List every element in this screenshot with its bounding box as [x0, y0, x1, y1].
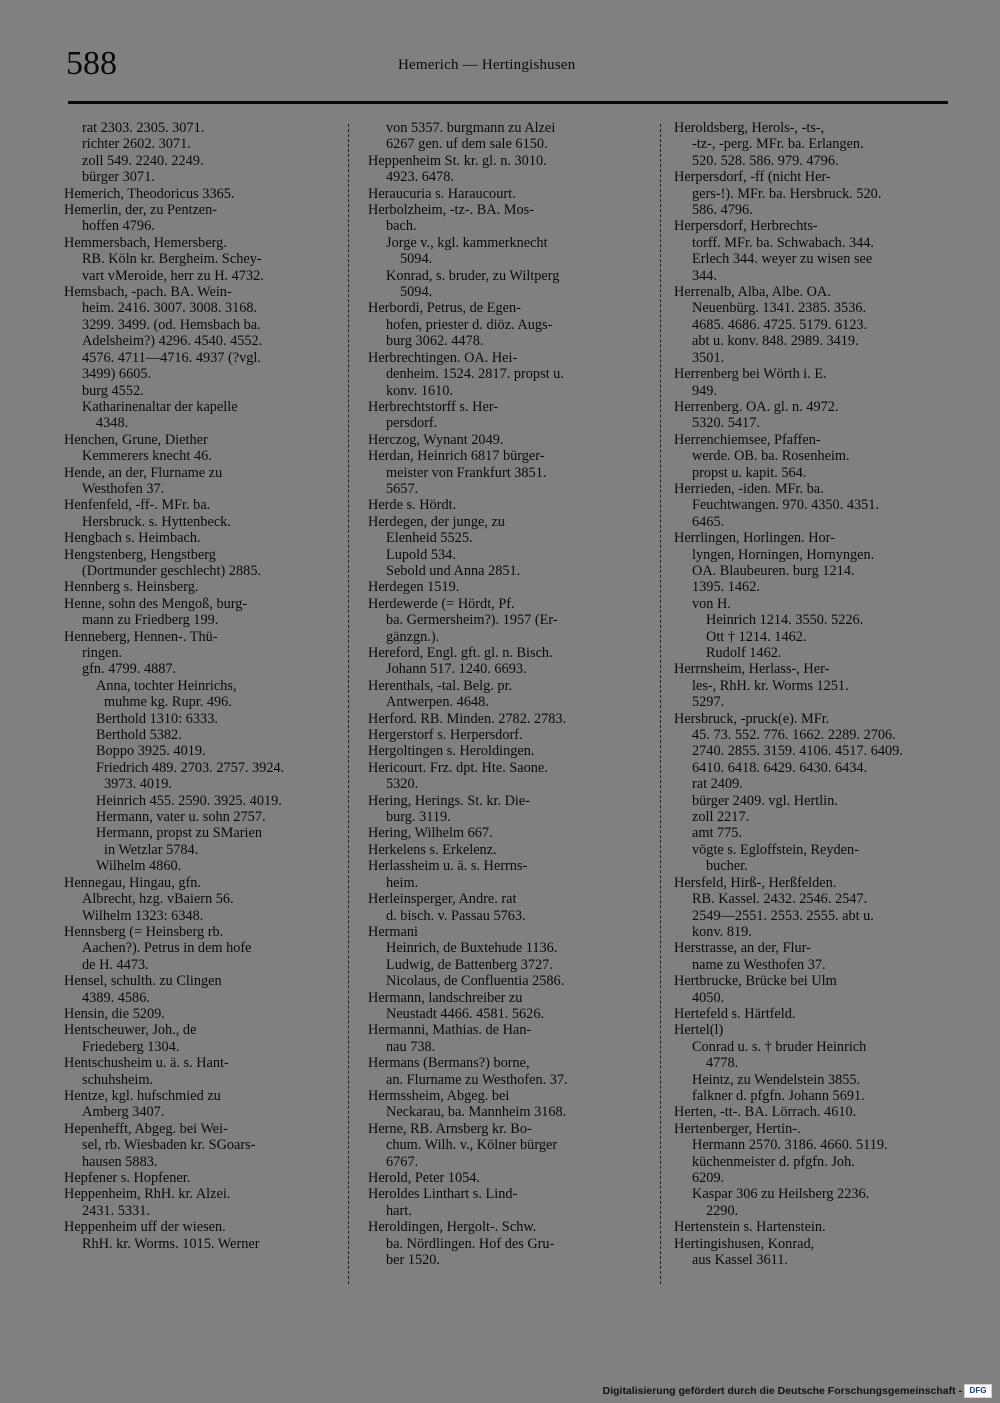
index-entry-subline: muhme kg. Rupr. 496. [104, 694, 232, 711]
index-entry-headword-line: Heraucuria s. Haraucourt. [368, 185, 516, 202]
index-entry-subline: Johann 517. 1240. 6693. [386, 661, 527, 678]
index-entry-headword-line: Hemmersbach, Hemersberg. [64, 234, 227, 251]
index-entry-subline: OA. Blaubeuren. burg 1214. [692, 562, 855, 579]
index-entry-subline: 4685. 4686. 4725. 5179. 6123. [692, 316, 868, 333]
index-entry-subline: Anna, tochter Heinrichs, [96, 677, 237, 694]
index-entry-headword-line: Heroldes Linthart s. Lind- [368, 1186, 518, 1203]
header-rule [68, 101, 948, 104]
index-entry-headword-line: Hertingishusen, Konrad, [674, 1235, 815, 1252]
index-entry-headword-line: Herbordi, Petrus, de Egen- [368, 300, 521, 317]
index-entry-headword-line: Hemerich, Theodoricus 3365. [64, 185, 235, 202]
index-entry-headword-line: Herczog, Wynant 2049. [368, 431, 504, 448]
index-entry-headword-line: Hertel(l) [674, 1022, 724, 1039]
index-entry-subline: 344. [692, 267, 718, 284]
index-entry-subline: Hermann, vater u. sohn 2757. [96, 809, 266, 826]
page-number: 588 [66, 45, 117, 82]
index-entry-headword-line: Herrlingen, Horlingen. Hor- [674, 530, 835, 547]
index-entry-subline: 949. [692, 382, 718, 399]
index-entry-subline: name zu Westhofen 37. [692, 956, 826, 973]
index-entry-headword-line: Hericourt. Frz. dpt. Hte. Saone. [368, 759, 548, 776]
index-entry-subline: Jorge v., kgl. kammerknecht [386, 234, 548, 251]
index-entry-headword-line: Heroldsberg, Herols-, -ts-, [674, 120, 825, 136]
index-entry-headword-line: Heppenheim, RhH. kr. Alzei. [64, 1186, 231, 1203]
index-entry-subline: Konrad, s. bruder, zu Wiltperg [386, 267, 560, 284]
index-entry-headword-line: Hersfeld, Hirß-, Herßfelden. [674, 874, 837, 891]
index-entry-subline: 6267 gen. uf dem sale 6150. [386, 136, 548, 153]
index-entry-subline: Wilhelm 4860. [96, 858, 182, 875]
index-entry-headword-line: Herde s. Hördt. [368, 497, 457, 514]
index-entry-headword-line: Herrenchiemsee, Pfaffen- [674, 431, 821, 448]
index-entry-headword-line: Hengstenberg, Hengstberg [64, 546, 216, 563]
index-entry-subline: Aachen?). Petrus in dem hofe [82, 940, 252, 957]
index-entry-subline: Lupold 534. [386, 546, 456, 563]
index-entry-subline: 520. 528. 586. 979. 4796. [692, 152, 839, 169]
index-entry-subline: gfn. 4799. 4887. [82, 661, 177, 678]
index-entry-headword-line: Herold, Peter 1054. [368, 1170, 480, 1186]
index-entry-headword-line: Herten, -tt-. BA. Lörrach. 4610. [674, 1104, 857, 1121]
index-entry-subline: 6410. 6418. 6429. 6430. 6434. [692, 759, 868, 776]
index-entry-headword-line: Hemerlin, der, zu Pentzen- [64, 202, 218, 219]
index-entry-subline: rat 2409. [692, 776, 743, 793]
index-entry-subline: denheim. 1524. 2817. propst u. [386, 366, 564, 383]
index-entry-subline: richter 2602. 3071. [82, 136, 191, 153]
index-entry-headword-line: Hersbruck, -pruck(e). MFr. [674, 710, 830, 727]
index-entry-headword-line: Hensel, schulth. zu Clingen [64, 973, 222, 990]
index-entry-headword-line: Herrenberg bei Wörth i. E. [674, 366, 827, 383]
index-entry-subline: meister von Frankfurt 3851. [386, 464, 547, 481]
index-entry-subline: hausen 5883. [82, 1153, 158, 1170]
index-entry-subline: 3299. 3499. (od. Hemsbach ba. [82, 316, 261, 333]
index-entry-subline: hoffen 4796. [82, 218, 155, 235]
index-entry-subline: Berthold 1310: 6333. [96, 710, 218, 727]
index-entry-subline: bucher. [706, 858, 748, 875]
index-entry-subline: abt u. konv. 848. 2989. 3419. [692, 333, 859, 350]
index-entry-subline: 4576. 4711—4716. 4937 (?vgl. [82, 349, 261, 366]
index-entry-headword-line: Hennberg s. Heinsberg. [64, 579, 199, 596]
index-entry-subline: 2549—2551. 2553. 2555. abt u. [692, 907, 874, 924]
index-entry-subline: ba. Germersheim?). 1957 (Er- [386, 612, 558, 629]
index-entry-subline: Ott † 1214. 1462. [706, 628, 807, 645]
index-entry-subline: 4050. [692, 989, 725, 1006]
index-entry-subline: Adelsheim?) 4296. 4540. 4552. [82, 333, 263, 350]
index-entry-subline: propst u. kapit. 564. [692, 464, 807, 481]
index-entry-subline: burg 4552. [82, 382, 144, 399]
index-entry-subline: gers-!). MFr. ba. Hersbruck. 520. [692, 185, 882, 202]
index-entry-subline: 3973. 4019. [104, 776, 172, 793]
index-entry-subline: gänzgn.). [386, 628, 440, 645]
index-entry-headword-line: Herrenalb, Alba, Albe. OA. [674, 284, 831, 301]
index-entry-subline: zoll 2217. [692, 809, 750, 826]
index-entry-subline: schuhsheim. [82, 1071, 154, 1088]
index-entry-headword-line: Hermanni, Mathias. de Han- [368, 1022, 532, 1039]
index-entry-headword-line: Hengbach s. Heimbach. [64, 530, 201, 547]
index-entry-subline: 5320. [386, 776, 419, 793]
index-entry-subline: Neckarau, ba. Mannheim 3168. [386, 1104, 567, 1121]
index-entry-subline: d. bisch. v. Passau 5763. [386, 907, 526, 924]
index-entry-subline: 6767. [386, 1153, 419, 1170]
column-divider-2 [660, 124, 661, 1284]
index-entry-headword-line: Hende, an der, Flurname zu [64, 464, 223, 481]
index-entry-subline: Kaspar 306 zu Heilsberg 2236. [692, 1186, 870, 1203]
index-entry-subline: 5657. [386, 480, 419, 497]
index-entry-subline: mann zu Friedberg 199. [82, 612, 219, 629]
index-entry-headword-line: Hertenberger, Hertin-. [674, 1120, 801, 1137]
index-entry-subline: zoll 549. 2240. 2249. [82, 152, 204, 169]
index-entry-headword-line: Hering, Wilhelm 667. [368, 825, 493, 842]
index-entry-headword-line: Hepfener s. Hopfener. [64, 1170, 191, 1186]
index-entry-subline: ba. Nördlingen. Hof des Gru- [386, 1235, 555, 1252]
running-head: Hemerich — Hertingishusen [398, 57, 576, 73]
index-entry-headword-line: Hering, Herings. St. kr. Die- [368, 792, 531, 809]
dfg-logo: DFG [964, 1384, 992, 1398]
index-entry-headword-line: Herbolzheim, -tz-. BA. Mos- [368, 202, 534, 219]
index-entry-headword-line: Herdegen, der junge, zu [368, 513, 505, 530]
index-entry-subline: heim. [386, 874, 419, 891]
index-entry-subline: hofen, priester d. diöz. Augs- [386, 316, 553, 333]
index-entry-subline: les-, RhH. kr. Worms 1251. [692, 677, 849, 694]
column-divider-1 [348, 124, 349, 1284]
index-entry-subline: Friedeberg 1304. [82, 1038, 180, 1055]
index-entry-subline: chum. Wilh. v., Kölner bürger [386, 1137, 558, 1154]
index-entry-subline: 2740. 2855. 3159. 4106. 4517. 6409. [692, 743, 903, 760]
index-entry-subline: Berthold 5382. [96, 727, 182, 744]
index-entry-headword-line: Henneberg, Hennen-. Thü- [64, 628, 218, 645]
index-entry-subline: torff. MFr. ba. Schwabach. 344. [692, 234, 874, 251]
index-entry-subline: 5094. [400, 284, 433, 301]
index-entry-subline: falkner d. pfgfn. Johann 5691. [692, 1087, 865, 1104]
index-entry-subline: Katharinenaltar der kapelle [82, 398, 238, 415]
index-entry-headword-line: Hennsberg (= Heinsberg rb. [64, 923, 224, 940]
index-entry-subline: ber 1520. [386, 1252, 440, 1269]
index-entry-subline: 4778. [706, 1055, 739, 1072]
index-entry-headword-line: Hentze, kgl. hufschmied zu [64, 1087, 221, 1104]
index-entry-subline: Neustadt 4466. 4581. 5626. [386, 1005, 545, 1022]
index-entry-subline: an. Flurname zu Westhofen. 37. [386, 1071, 568, 1088]
index-entry-subline: Boppo 3925. 4019. [96, 743, 206, 760]
index-entry-headword-line: Hergoltingen s. Heroldingen. [368, 743, 535, 760]
index-entry-subline: 5320. 5417. [692, 415, 760, 432]
index-entry-headword-line: Herrieden, -iden. MFr. ba. [674, 480, 824, 497]
index-entry-headword-line: Hentscheuwer, Joh., de [64, 1022, 197, 1039]
index-entry-subline: RB. Köln kr. Bergheim. Schey- [82, 251, 262, 268]
index-entry-headword-line: Hemsbach, -pach. BA. Wein- [64, 284, 232, 301]
index-entry-subline: burg 3062. 4478. [386, 333, 484, 350]
index-entry-subline: de H. 4473. [82, 956, 149, 973]
index-entry-subline: Heinrich, de Buxtehude 1136. [386, 940, 558, 957]
index-entry-subline: 4348. [96, 415, 129, 432]
index-entry-subline: 3499) 6605. [82, 366, 152, 383]
index-entry-headword-line: Hermann, landschreiber zu [368, 989, 523, 1006]
index-entry-headword-line: Herenthals, -tal. Belg. pr. [368, 677, 513, 694]
index-entry-headword-line: Hertenstein s. Hartenstein. [674, 1219, 826, 1236]
index-entry-subline: konv. 819. [692, 923, 752, 940]
index-entry-subline: Hermann 2570. 3186. 4660. 5119. [692, 1137, 888, 1154]
index-entry-subline: 586. 4796. [692, 202, 753, 219]
index-entry-subline: hart. [386, 1202, 412, 1219]
index-entry-subline: Hersbruck. s. Hyttenbeck. [82, 513, 231, 530]
index-entry-subline: 5297. [692, 694, 725, 711]
index-entry-subline: von H. [692, 595, 731, 612]
index-entry-headword-line: Hermssheim, Abgeg. bei [368, 1087, 510, 1104]
index-entry-headword-line: Herne, RB. Arnsberg kr. Bo- [368, 1120, 532, 1137]
index-entry-subline: 5094. [400, 251, 433, 268]
index-entry-subline: Friedrich 489. 2703. 2757. 3924. [96, 759, 285, 776]
index-entry-headword-line: Hertbrucke, Brücke bei Ulm [674, 973, 837, 990]
index-entry-headword-line: Hermani [368, 923, 419, 940]
index-entry-headword-line: Herdewerde (= Hördt, Pf. [368, 595, 515, 612]
index-entry-subline: Kemmerers knecht 46. [82, 448, 212, 465]
index-entry-headword-line: Henne, sohn des Mengoß, burg- [64, 595, 248, 612]
index-entry-headword-line: Hentschusheim u. ä. s. Hant- [64, 1055, 229, 1072]
column-1 [64, 120, 334, 1252]
index-entry-headword-line: Henchen, Grune, Diether [64, 431, 208, 448]
index-entry-headword-line: Herleinsperger, Andre. rat [368, 891, 517, 908]
index-entry-subline: ringen. [82, 645, 123, 661]
index-entry-subline: Wilhelm 1323: 6348. [82, 907, 204, 924]
column-3 [674, 120, 954, 1268]
index-entry-subline: Albrecht, hzg. vBaiern 56. [82, 891, 234, 908]
index-entry-subline: Feuchtwangen. 970. 4350. 4351. [692, 497, 880, 514]
index-entry-subline: Erlech 344. weyer zu wisen see [692, 251, 873, 268]
index-entry-headword-line: Herdan, Heinrich 6817 bürger- [368, 448, 545, 465]
index-entry-headword-line: Heroldingen, Hergolt-. Schw. [368, 1219, 537, 1236]
index-entry-subline: aus Kassel 3611. [692, 1252, 788, 1269]
index-entry-subline: Elenheid 5525. [386, 530, 473, 547]
index-entry-subline: Sebold und Anna 2851. [386, 562, 521, 579]
index-entry-subline: 2290. [706, 1202, 739, 1219]
index-entry-subline: RhH. kr. Worms. 1015. Werner [82, 1235, 260, 1252]
index-entry-subline: Amberg 3407. [82, 1104, 165, 1121]
index-entry-headword-line: Hertefeld s. Härtfeld. [674, 1005, 796, 1022]
index-entry-subline: Antwerpen. 4648. [386, 694, 489, 711]
index-entry-subline: (Dortmunder geschlecht) 2885. [82, 562, 262, 579]
index-entry-headword-line: Herford. RB. Minden. 2782. 2783. [368, 710, 567, 727]
index-entry-headword-line: Herrnsheim, Herlass-, Her- [674, 661, 830, 678]
index-entry-subline: -tz-, -perg. MFr. ba. Erlangen. [692, 136, 864, 153]
index-entry-subline: bürger 2409. vgl. Hertlin. [692, 792, 838, 809]
index-entry-subline: werde. OB. ba. Rosenheim. [692, 448, 850, 465]
index-entry-subline: burg. 3119. [386, 809, 451, 826]
index-entry-headword-line: Henfenfeld, -ff-. MFr. ba. [64, 497, 211, 514]
index-entry-subline: bürger 3071. [82, 169, 155, 186]
index-entry-headword-line: Herbrechtstorff s. Her- [368, 398, 499, 415]
index-entry-subline: Ludwig, de Battenberg 3727. [386, 956, 553, 973]
index-entry-subline: Hermann, propst zu SMarien [96, 825, 262, 842]
index-entry-subline: 3501. [692, 349, 725, 366]
index-entry-subline: 6465. [692, 513, 725, 530]
column-2 [368, 120, 644, 1268]
index-entry-subline: 4389. 4586. [82, 989, 150, 1006]
index-entry-headword-line: Herrenberg. OA. gl. n. 4972. [674, 398, 839, 415]
index-entry-headword-line: Hergerstorf s. Herpersdorf. [368, 727, 523, 744]
index-entry-subline: Neuenbürg. 1341. 2385. 3536. [692, 300, 867, 317]
index-entry-subline: Heinrich 455. 2590. 3925. 4019. [96, 792, 282, 809]
index-entry-subline: konv. 1610. [386, 382, 453, 399]
index-entry-headword-line: Hereford, Engl. gft. gl. n. Bisch. [368, 645, 553, 661]
index-entry-subline: RB. Kassel. 2432. 2546. 2547. [692, 891, 868, 908]
index-entry-subline: lyngen, Horningen, Hornyngen. [692, 546, 875, 563]
index-entry-subline: sel, rb. Wiesbaden kr. SGoars- [82, 1137, 256, 1154]
index-entry-subline: 45. 73. 552. 776. 1662. 2289. 2706. [692, 727, 896, 744]
index-entry-subline: küchenmeister d. pfgfn. Joh. [692, 1153, 855, 1170]
index-entry-subline: in Wetzlar 5784. [104, 841, 199, 858]
index-entry-subline: 1395. 1462. [692, 579, 760, 596]
index-entry-headword-line: Herdegen 1519. [368, 579, 460, 596]
index-entry-headword-line: Herpersdorf, -ff (nicht Her- [674, 169, 831, 186]
index-entry-subline: nau 738. [386, 1038, 436, 1055]
index-entry-subline: Heintz, zu Wendelstein 3855. [692, 1071, 861, 1088]
index-entry-headword-line: Heppenheim St. kr. gl. n. 3010. [368, 152, 547, 169]
index-entry-headword-line: Herstrasse, an der, Flur- [674, 940, 811, 957]
index-entry-subline: von 5357. burgmann zu Alzei [386, 120, 556, 136]
index-entry-subline: Westhofen 37. [82, 480, 165, 497]
index-entry-headword-line: Herbrechtingen. OA. Hei- [368, 349, 518, 366]
index-entry-headword-line: Hennegau, Hingau, gfn. [64, 874, 201, 891]
index-entry-subline: persdorf. [386, 415, 438, 432]
index-entry-headword-line: Heppenheim uff der wiesen. [64, 1219, 226, 1236]
index-entry-subline: bach. [386, 218, 417, 235]
index-entry-subline: vögte s. Egloffstein, Reyden- [692, 841, 859, 858]
index-entry-headword-line: Hensin, die 5209. [64, 1005, 165, 1022]
index-entry-subline: rat 2303. 2305. 3071. [82, 120, 205, 136]
digitization-credit: Digitalisierung gefördert durch die Deutsche Forschungsgemeinschaft - [602, 1385, 962, 1397]
index-entry-subline: Conrad u. s. † bruder Heinrich [692, 1038, 867, 1055]
index-entry-subline: amt 775. [692, 825, 743, 842]
index-entry-subline: 2431. 5331. [82, 1202, 150, 1219]
index-entry-subline: heim. 2416. 3007. 3008. 3168. [82, 300, 258, 317]
index-entry-subline: Nicolaus, de Confluentia 2586. [386, 973, 565, 990]
index-entry-headword-line: Herkelens s. Erkelenz. [368, 841, 497, 858]
index-entry-headword-line: Hermans (Bermans?) borne, [368, 1055, 530, 1072]
index-entry-headword-line: Herlassheim u. ä. s. Herrns- [368, 858, 528, 875]
index-entry-subline: vart vMeroide, herr zu H. 4732. [82, 267, 264, 284]
index-entry-subline: Heinrich 1214. 3550. 5226. [706, 612, 864, 629]
index-entry-headword-line: Herpersdorf, Herbrechts- [674, 218, 818, 235]
index-entry-subline: 4923. 6478. [386, 169, 454, 186]
index-entry-headword-line: Hepenhefft, Abgeg. bei Wei- [64, 1120, 228, 1137]
index-entry-subline: Rudolf 1462. [706, 645, 782, 661]
index-entry-subline: 6209. [692, 1170, 725, 1186]
